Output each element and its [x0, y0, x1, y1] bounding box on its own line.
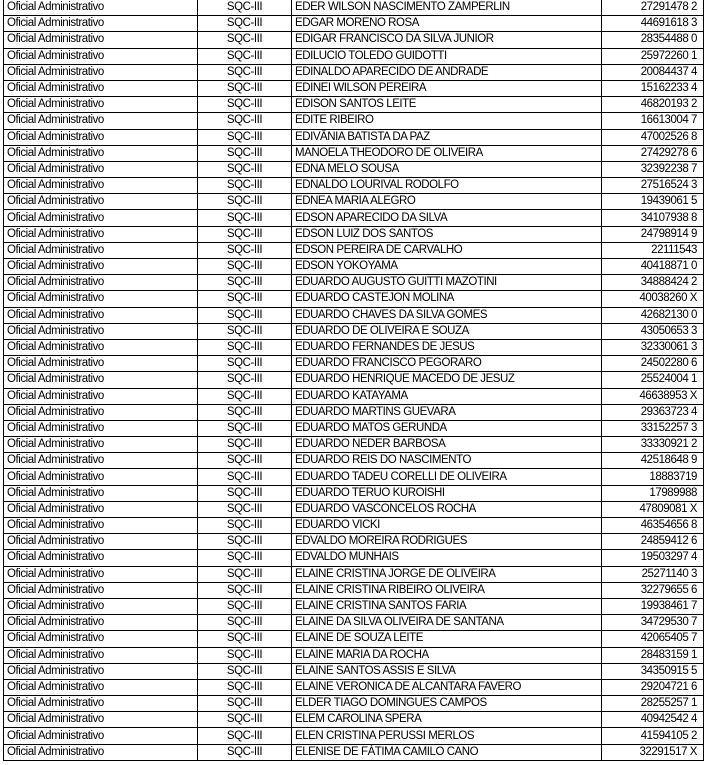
id-number-cell: 19439061 5: [602, 194, 704, 210]
name-cell: EDVALDO MOREIRA RODRIGUES: [292, 534, 602, 550]
position-cell: Oficial Administrativo: [4, 226, 198, 242]
name-cell: EDNALDO LOURIVAL RODOLFO: [292, 178, 602, 194]
class-cell: SQC-III: [198, 113, 292, 129]
table-row: [4, 161, 704, 177]
name-cell: EDUARDO FERNANDES DE JESUS: [292, 339, 602, 355]
table-row: [4, 129, 704, 145]
class-cell: SQC-III: [198, 501, 292, 517]
table-row: [4, 437, 704, 453]
table-row: [4, 566, 704, 582]
name-cell: EDIVÂNIA BATISTA DA PAZ: [292, 129, 602, 145]
class-cell: SQC-III: [198, 598, 292, 614]
class-cell: SQC-III: [198, 129, 292, 145]
class-cell: SQC-III: [198, 582, 292, 598]
id-number-cell: 42065405 7: [602, 631, 704, 647]
position-cell: Oficial Administrativo: [4, 210, 198, 226]
id-number-cell: 28255257 1: [602, 696, 704, 712]
name-cell: EDUARDO MARTINS GUEVARA: [292, 404, 602, 420]
position-cell: Oficial Administrativo: [4, 323, 198, 339]
name-cell: ELAINE CRISTINA JORGE DE OLIVEIRA: [292, 566, 602, 582]
name-cell: EDVALDO MUNHAIS: [292, 550, 602, 566]
id-number-cell: 22111543: [602, 242, 704, 258]
table-row: [4, 259, 704, 275]
name-cell: ELDER TIAGO DOMINGUES CAMPOS: [292, 696, 602, 712]
class-cell: SQC-III: [198, 550, 292, 566]
id-number-cell: 16613004 7: [602, 113, 704, 129]
table-row: [4, 32, 704, 48]
table-row: [4, 242, 704, 258]
table-row: [4, 178, 704, 194]
name-cell: ELAINE MARIA DA ROCHA: [292, 647, 602, 663]
position-cell: Oficial Administrativo: [4, 615, 198, 631]
table-row: [4, 647, 704, 663]
id-number-cell: 29363723 4: [602, 404, 704, 420]
table-row: [4, 404, 704, 420]
name-cell: EDITE RIBEIRO: [292, 113, 602, 129]
id-number-cell: 44691618 3: [602, 16, 704, 32]
name-cell: EDSON YOKOYAMA: [292, 259, 602, 275]
class-cell: SQC-III: [198, 178, 292, 194]
table-row: [4, 113, 704, 129]
class-cell: SQC-III: [198, 339, 292, 355]
position-cell: Oficial Administrativo: [4, 242, 198, 258]
position-cell: Oficial Administrativo: [4, 437, 198, 453]
table-row: [4, 226, 704, 242]
name-cell: EDSON APARECIDO DA SILVA: [292, 210, 602, 226]
position-cell: Oficial Administrativo: [4, 631, 198, 647]
name-cell: EDNA MELO SOUSA: [292, 161, 602, 177]
class-cell: SQC-III: [198, 226, 292, 242]
name-cell: ELAINE DA SILVA OLIVEIRA DE SANTANA: [292, 615, 602, 631]
table-row: [4, 696, 704, 712]
class-cell: SQC-III: [198, 631, 292, 647]
table-row: [4, 194, 704, 210]
class-cell: SQC-III: [198, 663, 292, 679]
position-cell: Oficial Administrativo: [4, 550, 198, 566]
position-cell: Oficial Administrativo: [4, 420, 198, 436]
position-cell: Oficial Administrativo: [4, 679, 198, 695]
position-cell: Oficial Administrativo: [4, 501, 198, 517]
class-cell: SQC-III: [198, 64, 292, 80]
name-cell: EDUARDO FRANCISCO PEGORARO: [292, 356, 602, 372]
name-cell: EDNEA MARIA ALEGRO: [292, 194, 602, 210]
class-cell: SQC-III: [198, 356, 292, 372]
position-cell: Oficial Administrativo: [4, 388, 198, 404]
table-row: [4, 420, 704, 436]
table-row: [4, 615, 704, 631]
id-number-cell: 42682130 0: [602, 307, 704, 323]
position-cell: Oficial Administrativo: [4, 194, 198, 210]
table-row: [4, 550, 704, 566]
id-number-cell: 47002526 8: [602, 129, 704, 145]
table-row: [4, 97, 704, 113]
position-cell: Oficial Administrativo: [4, 291, 198, 307]
position-cell: Oficial Administrativo: [4, 16, 198, 32]
position-cell: Oficial Administrativo: [4, 145, 198, 161]
table-row: [4, 582, 704, 598]
position-cell: Oficial Administrativo: [4, 64, 198, 80]
id-number-cell: 25972260 1: [602, 48, 704, 64]
name-cell: EDUARDO VICKI: [292, 518, 602, 534]
id-number-cell: 24502280 6: [602, 356, 704, 372]
class-cell: SQC-III: [198, 259, 292, 275]
class-cell: SQC-III: [198, 242, 292, 258]
position-cell: Oficial Administrativo: [4, 518, 198, 534]
name-cell: EDUARDO KATAYAMA: [292, 388, 602, 404]
class-cell: SQC-III: [198, 712, 292, 728]
id-number-cell: 34107938 8: [602, 210, 704, 226]
id-number-cell: 40418871 0: [602, 259, 704, 275]
table-row: [4, 16, 704, 32]
table-row: [4, 275, 704, 291]
position-cell: Oficial Administrativo: [4, 469, 198, 485]
class-cell: SQC-III: [198, 80, 292, 96]
id-number-cell: 28483159 1: [602, 647, 704, 663]
position-cell: Oficial Administrativo: [4, 32, 198, 48]
class-cell: SQC-III: [198, 679, 292, 695]
id-number-cell: 34888424 2: [602, 275, 704, 291]
name-cell: ELENISE DE FÁTIMA CAMILO CANO: [292, 744, 602, 760]
id-number-cell: 34729530 7: [602, 615, 704, 631]
class-cell: SQC-III: [198, 372, 292, 388]
name-cell: EDER WILSON NASCIMENTO ZAMPERLIN: [292, 0, 602, 16]
position-cell: Oficial Administrativo: [4, 728, 198, 744]
table-row: [4, 339, 704, 355]
id-number-cell: 46354656 8: [602, 518, 704, 534]
table-row: [4, 485, 704, 501]
position-cell: Oficial Administrativo: [4, 744, 198, 760]
table-row: [4, 728, 704, 744]
id-number-cell: 27429278 6: [602, 145, 704, 161]
id-number-cell: 40942542 4: [602, 712, 704, 728]
id-number-cell: 19938461 7: [602, 598, 704, 614]
table-row: [4, 712, 704, 728]
id-number-cell: 46638953 X: [602, 388, 704, 404]
class-cell: SQC-III: [198, 48, 292, 64]
id-number-cell: 15162233 4: [602, 80, 704, 96]
name-cell: EDISON SANTOS LEITE: [292, 97, 602, 113]
table-row: [4, 372, 704, 388]
id-number-cell: 33152257 3: [602, 420, 704, 436]
name-cell: EDINALDO APARECIDO DE ANDRADE: [292, 64, 602, 80]
position-cell: Oficial Administrativo: [4, 372, 198, 388]
class-cell: SQC-III: [198, 161, 292, 177]
position-cell: Oficial Administrativo: [4, 339, 198, 355]
id-number-cell: 41594105 2: [602, 728, 704, 744]
class-cell: SQC-III: [198, 194, 292, 210]
name-cell: EDUARDO TADEU CORELLI DE OLIVEIRA: [292, 469, 602, 485]
class-cell: SQC-III: [198, 388, 292, 404]
name-cell: EDUARDO HENRIQUE MACEDO DE JESUZ: [292, 372, 602, 388]
id-number-cell: 34350915 5: [602, 663, 704, 679]
position-cell: Oficial Administrativo: [4, 534, 198, 550]
table-row: [4, 631, 704, 647]
id-number-cell: 29204721 6: [602, 679, 704, 695]
table-row: [4, 534, 704, 550]
table-row: [4, 388, 704, 404]
id-number-cell: 42518648 9: [602, 453, 704, 469]
name-cell: EDUARDO VASCONCELOS ROCHA: [292, 501, 602, 517]
class-cell: SQC-III: [198, 744, 292, 760]
class-cell: SQC-III: [198, 307, 292, 323]
table-row: [4, 501, 704, 517]
class-cell: SQC-III: [198, 0, 292, 16]
name-cell: EDUARDO MATOS GERUNDA: [292, 420, 602, 436]
position-cell: Oficial Administrativo: [4, 0, 198, 16]
id-number-cell: 32291517 X: [602, 744, 704, 760]
name-cell: ELAINE VERONICA DE ALCANTARA FAVERO: [292, 679, 602, 695]
name-cell: ELAINE DE SOUZA LEITE: [292, 631, 602, 647]
class-cell: SQC-III: [198, 518, 292, 534]
class-cell: SQC-III: [198, 420, 292, 436]
class-cell: SQC-III: [198, 469, 292, 485]
table-row: [4, 453, 704, 469]
class-cell: SQC-III: [198, 534, 292, 550]
position-cell: Oficial Administrativo: [4, 566, 198, 582]
name-cell: ELEM CAROLINA SPERA: [292, 712, 602, 728]
name-cell: EDSON PEREIRA DE CARVALHO: [292, 242, 602, 258]
position-cell: Oficial Administrativo: [4, 275, 198, 291]
table-row: [4, 518, 704, 534]
position-cell: Oficial Administrativo: [4, 48, 198, 64]
name-cell: EDINEI WILSON PEREIRA: [292, 80, 602, 96]
id-number-cell: 27291478 2: [602, 0, 704, 16]
id-number-cell: 17989988: [602, 485, 704, 501]
id-number-cell: 47809081 X: [602, 501, 704, 517]
class-cell: SQC-III: [198, 696, 292, 712]
class-cell: SQC-III: [198, 275, 292, 291]
table-row: [4, 0, 704, 16]
table-row: [4, 356, 704, 372]
class-cell: SQC-III: [198, 728, 292, 744]
position-cell: Oficial Administrativo: [4, 598, 198, 614]
position-cell: Oficial Administrativo: [4, 259, 198, 275]
name-cell: EDSON LUIZ DOS SANTOS: [292, 226, 602, 242]
name-cell: EDUARDO TERUO KUROISHI: [292, 485, 602, 501]
candidate-table: [3, 0, 704, 761]
id-number-cell: 20084437 4: [602, 64, 704, 80]
class-cell: SQC-III: [198, 566, 292, 582]
table-row: [4, 64, 704, 80]
name-cell: EDUARDO NEDER BARBOSA: [292, 437, 602, 453]
class-cell: SQC-III: [198, 32, 292, 48]
position-cell: Oficial Administrativo: [4, 663, 198, 679]
class-cell: SQC-III: [198, 210, 292, 226]
id-number-cell: 24798914 9: [602, 226, 704, 242]
candidate-table-body: [4, 0, 704, 760]
class-cell: SQC-III: [198, 291, 292, 307]
position-cell: Oficial Administrativo: [4, 647, 198, 663]
id-number-cell: 33330921 2: [602, 437, 704, 453]
name-cell: ELEN CRISTINA PERUSSI MERLOS: [292, 728, 602, 744]
name-cell: EDIGAR FRANCISCO DA SILVA JUNIOR: [292, 32, 602, 48]
class-cell: SQC-III: [198, 437, 292, 453]
table-row: [4, 663, 704, 679]
position-cell: Oficial Administrativo: [4, 453, 198, 469]
table-row: [4, 469, 704, 485]
table-row: [4, 145, 704, 161]
name-cell: ELAINE SANTOS ASSIS E SILVA: [292, 663, 602, 679]
id-number-cell: 28354488 0: [602, 32, 704, 48]
id-number-cell: 32330061 3: [602, 339, 704, 355]
class-cell: SQC-III: [198, 16, 292, 32]
id-number-cell: 46820193 2: [602, 97, 704, 113]
table-row: [4, 598, 704, 614]
name-cell: EDUARDO REIS DO NASCIMENTO: [292, 453, 602, 469]
id-number-cell: 43050653 3: [602, 323, 704, 339]
name-cell: EDGAR MORENO ROSA: [292, 16, 602, 32]
name-cell: EDUARDO DE OLIVEIRA E SOUZA: [292, 323, 602, 339]
id-number-cell: 25524004 1: [602, 372, 704, 388]
position-cell: Oficial Administrativo: [4, 404, 198, 420]
id-number-cell: 32392238 7: [602, 161, 704, 177]
table-row: [4, 80, 704, 96]
class-cell: SQC-III: [198, 647, 292, 663]
table-row: [4, 291, 704, 307]
position-cell: Oficial Administrativo: [4, 696, 198, 712]
name-cell: EDUARDO AUGUSTO GUITTI MAZOTINI: [292, 275, 602, 291]
class-cell: SQC-III: [198, 97, 292, 113]
class-cell: SQC-III: [198, 404, 292, 420]
position-cell: Oficial Administrativo: [4, 356, 198, 372]
table-row: [4, 210, 704, 226]
table-row: [4, 679, 704, 695]
name-cell: EDUARDO CASTEJON MOLINA: [292, 291, 602, 307]
name-cell: EDUARDO CHAVES DA SILVA GOMES: [292, 307, 602, 323]
position-cell: Oficial Administrativo: [4, 80, 198, 96]
name-cell: MANOELA THEODORO DE OLIVEIRA: [292, 145, 602, 161]
table-row: [4, 48, 704, 64]
position-cell: Oficial Administrativo: [4, 178, 198, 194]
class-cell: SQC-III: [198, 323, 292, 339]
id-number-cell: 19503297 4: [602, 550, 704, 566]
table-row: [4, 744, 704, 760]
id-number-cell: 18883719: [602, 469, 704, 485]
name-cell: ELAINE CRISTINA SANTOS FARIA: [292, 598, 602, 614]
position-cell: Oficial Administrativo: [4, 712, 198, 728]
id-number-cell: 32279655 6: [602, 582, 704, 598]
id-number-cell: 25271140 3: [602, 566, 704, 582]
id-number-cell: 24859412 6: [602, 534, 704, 550]
class-cell: SQC-III: [198, 615, 292, 631]
position-cell: Oficial Administrativo: [4, 97, 198, 113]
position-cell: Oficial Administrativo: [4, 129, 198, 145]
position-cell: Oficial Administrativo: [4, 307, 198, 323]
position-cell: Oficial Administrativo: [4, 113, 198, 129]
name-cell: EDILUCIO TOLEDO GUIDOTTI: [292, 48, 602, 64]
id-number-cell: 40038260 X: [602, 291, 704, 307]
table-row: [4, 307, 704, 323]
position-cell: Oficial Administrativo: [4, 161, 198, 177]
id-number-cell: 27516524 3: [602, 178, 704, 194]
class-cell: SQC-III: [198, 485, 292, 501]
table-row: [4, 323, 704, 339]
position-cell: Oficial Administrativo: [4, 582, 198, 598]
class-cell: SQC-III: [198, 145, 292, 161]
position-cell: Oficial Administrativo: [4, 485, 198, 501]
class-cell: SQC-III: [198, 453, 292, 469]
name-cell: ELAINE CRISTINA RIBEIRO OLIVEIRA: [292, 582, 602, 598]
